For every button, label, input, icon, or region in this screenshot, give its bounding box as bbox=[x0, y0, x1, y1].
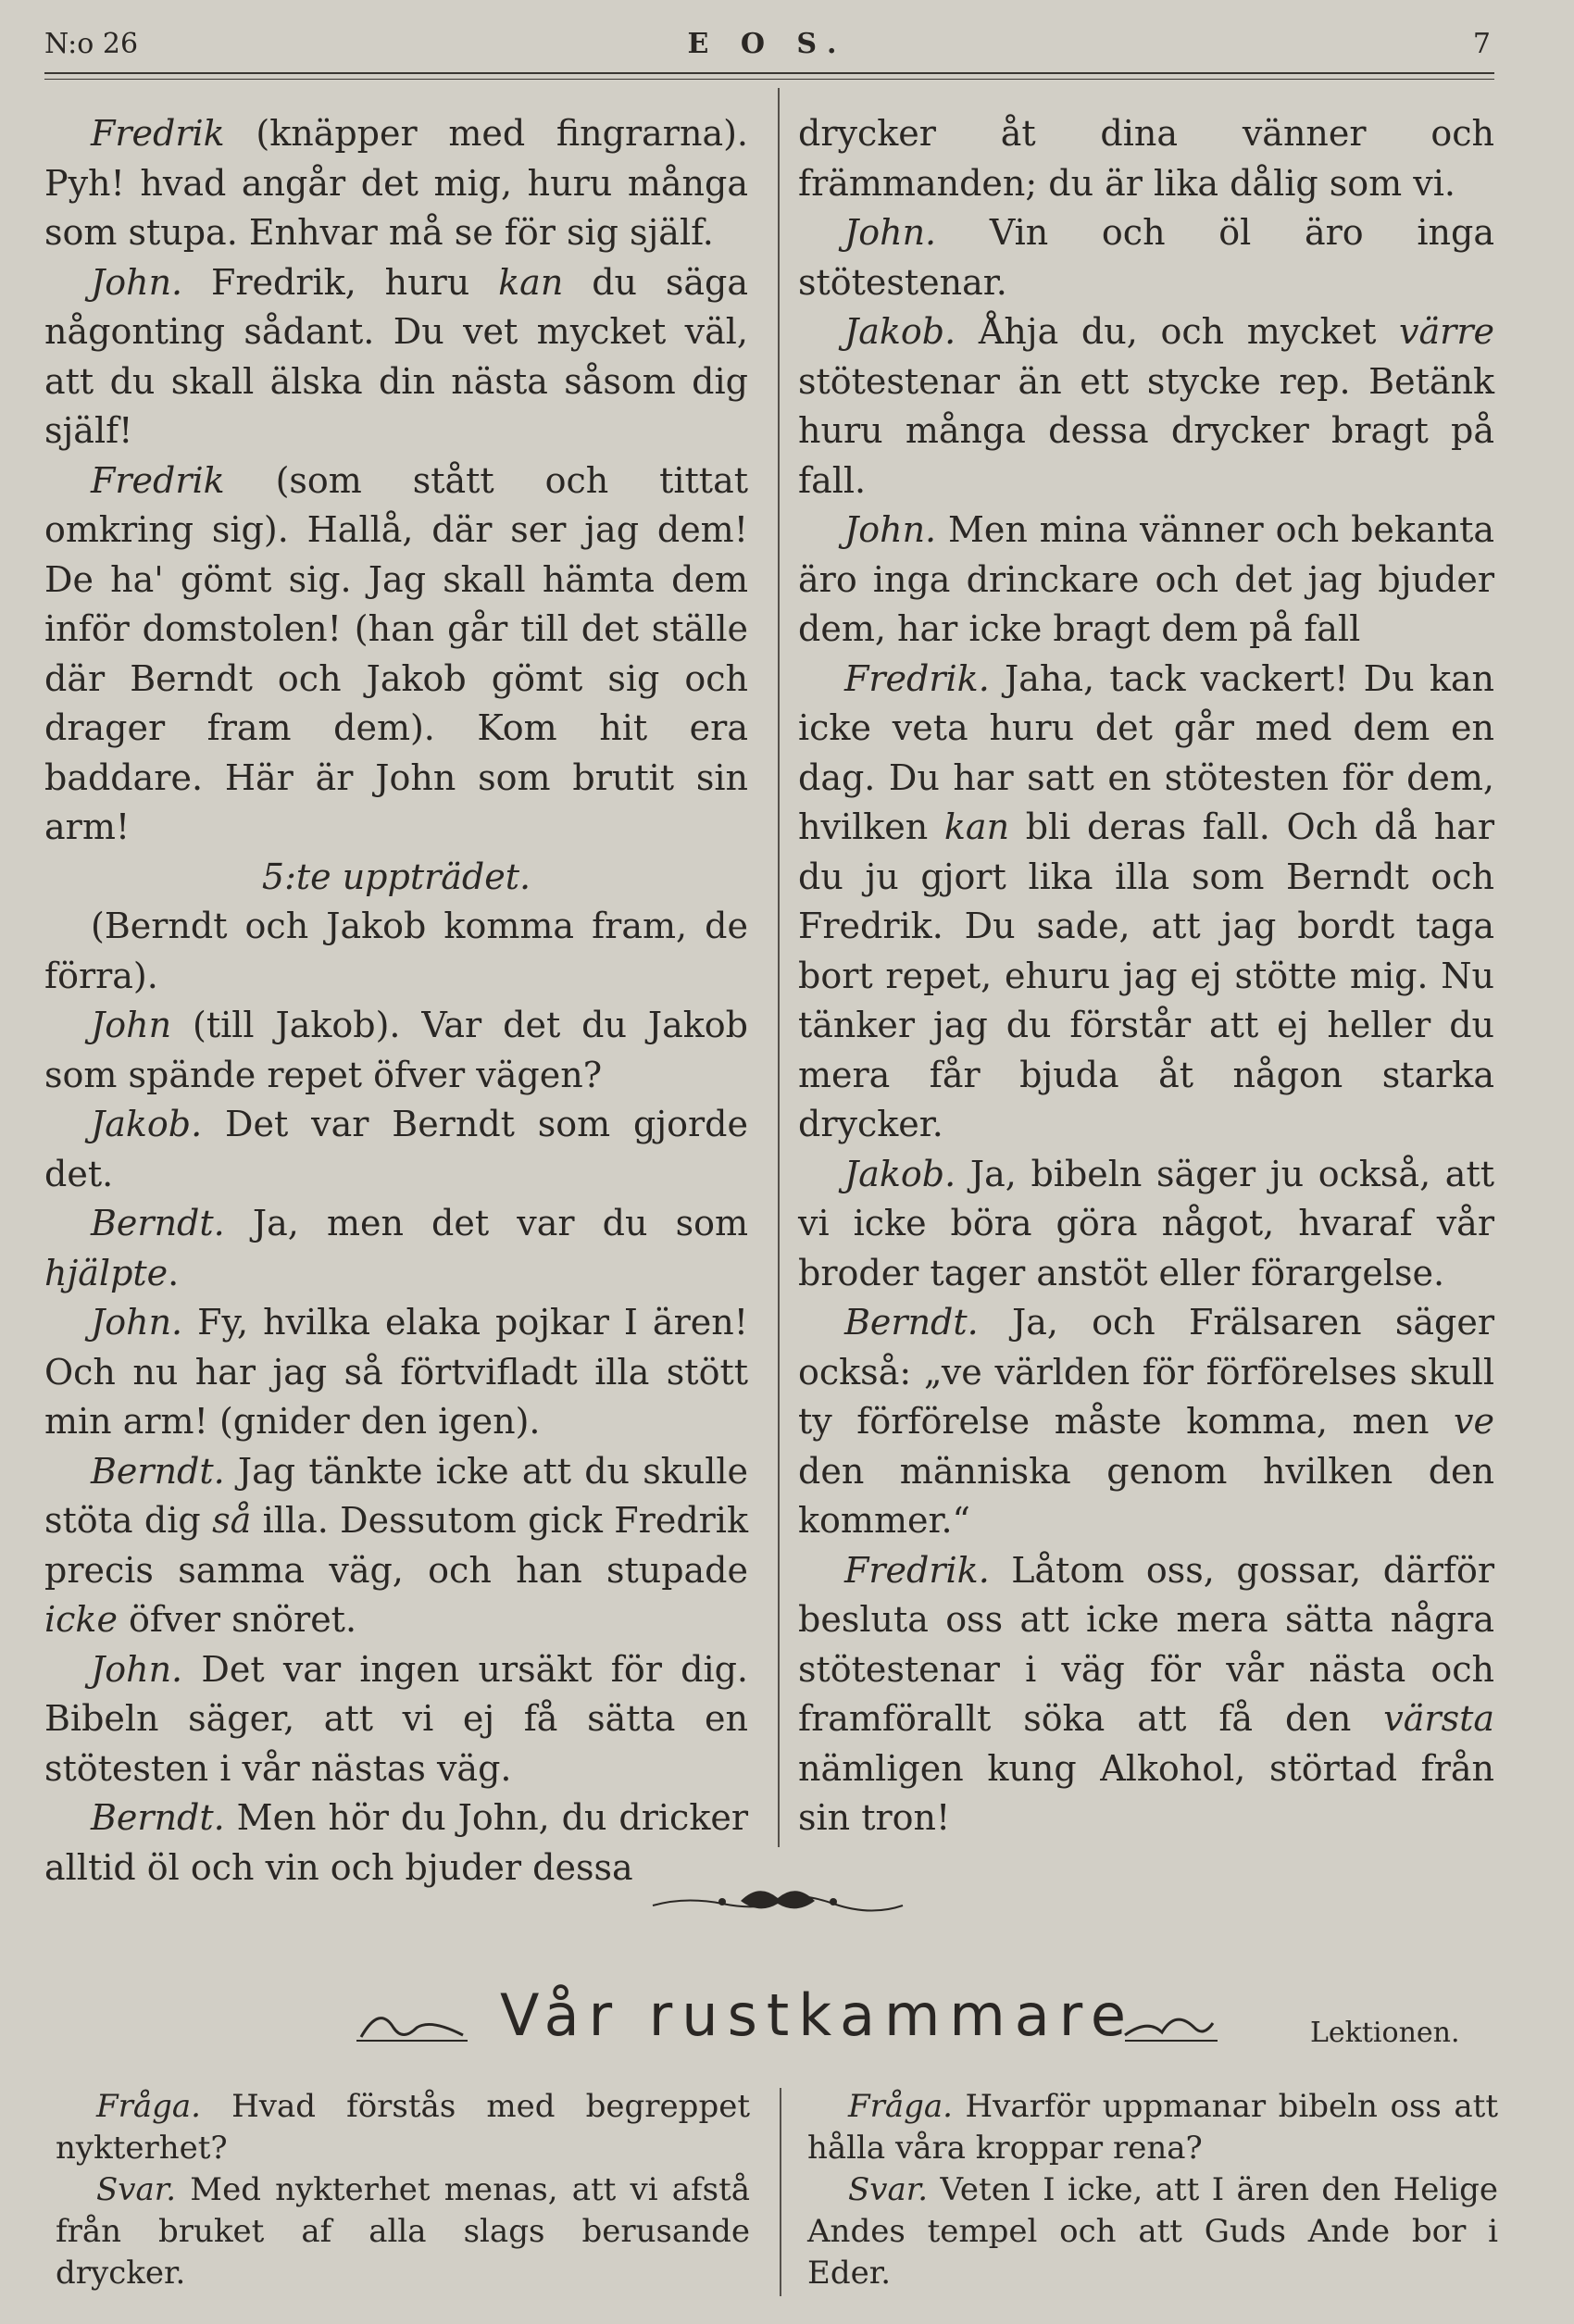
dialogue-text: Ja, bibeln säger ju också, att vi icke böra göra något, hvaraf vår broder tager anstöt eller förargelse. bbox=[798, 1153, 1494, 1293]
dialogue-paragraph bbox=[44, 258, 748, 456]
emphasis-text: kan bbox=[943, 806, 1010, 847]
speaker-name: Fredrik bbox=[91, 113, 225, 154]
dialogue-text: Ja, men det var du som bbox=[224, 1203, 748, 1243]
dialogue-text: illa. Dessutom gick Fredrik precis samma väg, och han stupade bbox=[44, 1500, 748, 1591]
qa-label: Svar. bbox=[96, 2171, 177, 2208]
dialogue-text: du säga någonting sådant. Du vet mycket väl, att du skall älska din nästa såsom dig själf! bbox=[44, 261, 749, 451]
dialogue-text: (knäpper med fingrarna). Pyh! hvad angår det mig, huru många som stupa. Enhvar må se för sig själf. bbox=[44, 113, 748, 253]
dialogue-paragraph bbox=[44, 456, 748, 853]
dialogue-text: Fredrik, huru bbox=[182, 261, 499, 303]
scene-title: 5:te uppträdet. bbox=[261, 856, 531, 897]
speaker-name: Fredrik. bbox=[844, 1549, 990, 1591]
dialogue-text: Jaha, tack vackert! Du kan icke veta huru det går med dem en dag. Du har satt en stötesten för dem, hvilken bbox=[798, 657, 1494, 847]
dialogue-text: Fy, hvilka elaka pojkar I ären! Och nu har jag så förtvifladt illa stött min arm! (gnider den igen). bbox=[44, 1302, 748, 1442]
qa-right bbox=[807, 2086, 1498, 2294]
dialogue-text: stötestenar än ett stycke rep. Betänk huru många dessa drycker bragt på fall. bbox=[798, 360, 1494, 501]
dialogue-text: Åhja du, och mycket bbox=[956, 311, 1400, 352]
qa-paragraph bbox=[807, 2086, 1498, 2169]
dialogue-text: . bbox=[168, 1252, 180, 1293]
dialogue-paragraph bbox=[44, 109, 748, 258]
dialogue-text: den människa genom hvilken den kommer.“ bbox=[798, 1450, 1494, 1541]
emphasis-text: hjälpte bbox=[44, 1252, 169, 1293]
speaker-name: Fredrik. bbox=[844, 657, 990, 699]
speaker-name: John. bbox=[844, 509, 937, 550]
speaker-name: Berndt. bbox=[91, 1450, 225, 1492]
dialogue-text: Det var Berndt som gjorde det. bbox=[44, 1104, 748, 1194]
dialogue-text: öfver snöret. bbox=[117, 1599, 357, 1640]
emphasis-text: värre bbox=[1399, 311, 1494, 352]
dialogue-paragraph bbox=[44, 1447, 748, 1645]
qa-text: Hvarför uppmanar bibeln oss att hålla våra kroppar rena? bbox=[807, 2088, 1498, 2167]
dialogue-text: (till Jakob). Var det du Jakob som spände repet öfver vägen? bbox=[44, 1005, 748, 1095]
ornament-divider bbox=[648, 1878, 907, 1924]
dialogue-paragraph bbox=[44, 902, 748, 1001]
dialogue-text: Men hör du John, du dricker alltid öl och vin och bjuder dessa bbox=[44, 1797, 748, 1888]
left-column bbox=[44, 109, 748, 1893]
qa-label: Svar. bbox=[848, 2171, 929, 2208]
header-rule bbox=[44, 72, 1494, 74]
scene-heading bbox=[44, 853, 748, 903]
dialogue-text: Låtom oss, gossar, därför besluta oss att icke mera sätta några stötestenar i väg för vår nästa och framförallt söka att få den bbox=[798, 1549, 1494, 1739]
speaker-name: John. bbox=[91, 261, 183, 303]
header-rule-thin bbox=[44, 79, 1494, 80]
dialogue-text: (Berndt och Jakob komma fram, de förra). bbox=[44, 906, 748, 996]
dialogue-text: nämligen kung Alkohol, störtad från sin tron! bbox=[798, 1747, 1494, 1838]
dialogue-paragraph bbox=[44, 1298, 748, 1447]
speaker-name: Berndt. bbox=[91, 1797, 225, 1838]
masthead-title: E O S. bbox=[687, 28, 848, 60]
dialogue-text: bli deras fall. Och då har du ju gjort lika illa som Berndt och Fredrik. Du sade, att jag bordt taga bort repet, ehuru jag ej stötte mig. Nu tänker jag du förstår att ej heller du mera får bjuda åt någon starka drycker. bbox=[798, 806, 1494, 1144]
dialogue-text: (som stått och tittat omkring sig). Hallå, där ser jag dem! De ha' gömt sig. Jag skall hämta dem inför domstolen! (han går till det ställe där Berndt och Jakob gömt sig och drager fram dem). Kom hit era baddare. Här är John som brutit sin arm! bbox=[44, 459, 748, 847]
emphasis-text: kan bbox=[498, 261, 564, 303]
speaker-name: Berndt. bbox=[91, 1203, 225, 1243]
qa-label: Fråga. bbox=[848, 2088, 953, 2125]
qa-text: Hvad förstås med begreppet nykterhet? bbox=[56, 2088, 750, 2167]
speaker-name: Berndt. bbox=[844, 1302, 979, 1343]
page-header bbox=[44, 28, 1491, 74]
swash-left-icon bbox=[352, 2000, 472, 2046]
page-number: 7 bbox=[1472, 28, 1491, 60]
dialogue-paragraph bbox=[798, 109, 1494, 208]
dialogue-text: drycker åt dina vänner och främmanden; du är lika dålig som vi. bbox=[798, 113, 1494, 204]
dialogue-paragraph bbox=[44, 1793, 748, 1893]
qa-paragraph bbox=[56, 2169, 750, 2294]
swash-right-icon bbox=[1120, 2000, 1222, 2046]
speaker-name: Jakob. bbox=[91, 1104, 203, 1144]
right-column bbox=[798, 109, 1494, 1843]
dialogue-paragraph bbox=[798, 1546, 1494, 1843]
qa-paragraph bbox=[807, 2169, 1498, 2294]
speaker-name: John. bbox=[844, 212, 937, 253]
dialogue-paragraph bbox=[798, 506, 1494, 655]
speaker-name: Jakob. bbox=[844, 311, 956, 352]
qa-column-divider bbox=[780, 2088, 781, 2296]
speaker-name: John. bbox=[91, 1302, 183, 1343]
issue-number: N:o 26 bbox=[44, 28, 139, 60]
dialogue-text: Ja, och Frälsaren säger också: „ve världen för förförelses skull ty förförelse måste komma, men bbox=[798, 1302, 1494, 1442]
qa-text: Veten I icke, att I ären den Helige Andes tempel och att Guds Ande bor i Eder. bbox=[807, 2171, 1498, 2292]
dialogue-text: Men mina vänner och bekanta äro inga drinckare och det jag bjuder dem, har icke bragt dem på fall bbox=[798, 509, 1494, 649]
dialogue-paragraph bbox=[798, 655, 1494, 1150]
dialogue-text: Vin och öl äro inga stötestenar. bbox=[798, 212, 1494, 303]
emphasis-text: så bbox=[212, 1500, 252, 1541]
speaker-name: Jakob. bbox=[844, 1153, 956, 1194]
qa-left bbox=[56, 2086, 750, 2294]
dialogue-paragraph bbox=[44, 1199, 748, 1298]
section-header bbox=[352, 1981, 1463, 2065]
dialogue-paragraph bbox=[798, 1150, 1494, 1299]
dialogue-paragraph bbox=[798, 208, 1494, 307]
speaker-name: John bbox=[91, 1005, 172, 1045]
qa-paragraph bbox=[56, 2086, 750, 2169]
emphasis-text: ve bbox=[1454, 1401, 1494, 1442]
dialogue-text: Det var ingen ursäkt för dig. Bibeln säger, att vi ej få sätta en stötesten i vår nästas väg. bbox=[44, 1648, 748, 1789]
section-heading: Vår rustkammare bbox=[500, 1981, 1136, 2049]
speaker-name: Fredrik bbox=[91, 459, 225, 501]
emphasis-text: värsta bbox=[1383, 1698, 1494, 1739]
speaker-name: John. bbox=[91, 1648, 183, 1690]
column-divider bbox=[778, 88, 780, 1847]
qa-label: Fråga. bbox=[96, 2088, 201, 2125]
dialogue-paragraph bbox=[798, 1298, 1494, 1546]
section-subheading: Lektionen. bbox=[1310, 2017, 1460, 2049]
dialogue-paragraph bbox=[44, 1645, 748, 1794]
dialogue-paragraph bbox=[44, 1100, 748, 1199]
emphasis-text: icke bbox=[44, 1599, 118, 1640]
dialogue-text: Jag tänkte icke att du skulle stöta dig bbox=[44, 1450, 748, 1541]
dialogue-paragraph bbox=[44, 1001, 748, 1100]
qa-text: Med nykterhet menas, att vi afstå från bruket af alla slags berusande drycker. bbox=[56, 2171, 750, 2292]
dialogue-paragraph bbox=[798, 307, 1494, 506]
